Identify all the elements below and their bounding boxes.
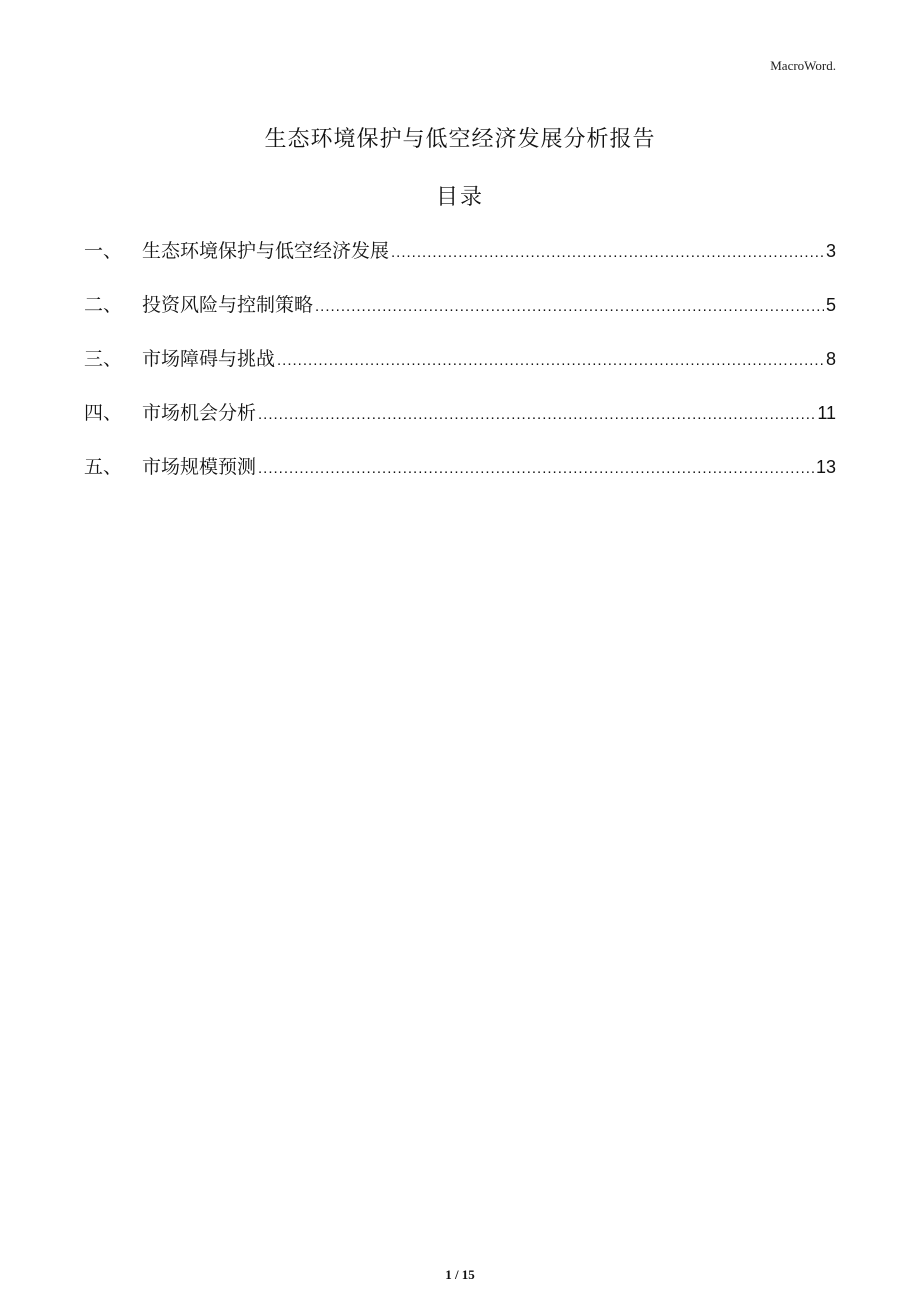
toc-dot-leader xyxy=(258,460,814,477)
toc-entry[interactable] xyxy=(84,344,836,398)
toc-dot-leader xyxy=(391,244,824,261)
toc-entry[interactable] xyxy=(84,236,836,290)
toc-entry-number: 三、 xyxy=(84,348,123,370)
toc-entry-page[interactable]: 5 xyxy=(825,295,836,315)
toc-dot-leader xyxy=(277,352,824,369)
toc-entry[interactable] xyxy=(84,452,836,506)
document-title: 生态环境保护与低空经济发展分析报告 xyxy=(264,127,656,152)
toc-entry-number: 五、 xyxy=(84,456,123,478)
toc-entry-title[interactable]: 生态环境保护与低空经济发展 xyxy=(142,240,390,262)
header-brand: MacroWord. xyxy=(770,58,836,73)
toc-entry[interactable] xyxy=(84,398,836,452)
page-indicator: 1 / 15 xyxy=(445,1267,475,1282)
toc-entry-title[interactable]: 投资风险与控制策略 xyxy=(142,294,314,316)
toc-entry-page[interactable]: 11 xyxy=(817,403,836,423)
toc-entry-title[interactable]: 市场规模预测 xyxy=(142,456,257,478)
toc-entry-page[interactable]: 8 xyxy=(825,349,836,369)
toc-dot-leader xyxy=(258,406,815,423)
toc-entry-title[interactable]: 市场机会分析 xyxy=(142,402,257,424)
toc-entry-number: 四、 xyxy=(84,402,123,424)
toc-entry-page[interactable]: 3 xyxy=(825,241,836,261)
toc-dot-leader xyxy=(315,298,824,315)
toc-entry-page[interactable]: 13 xyxy=(815,457,836,477)
toc-entry-title[interactable]: 市场障碍与挑战 xyxy=(142,348,276,370)
table-of-contents xyxy=(84,236,836,506)
toc-entry[interactable] xyxy=(84,290,836,344)
toc-heading: 目录 xyxy=(435,185,484,210)
toc-entry-number: 一、 xyxy=(84,240,123,262)
toc-entry-number: 二、 xyxy=(84,294,123,316)
